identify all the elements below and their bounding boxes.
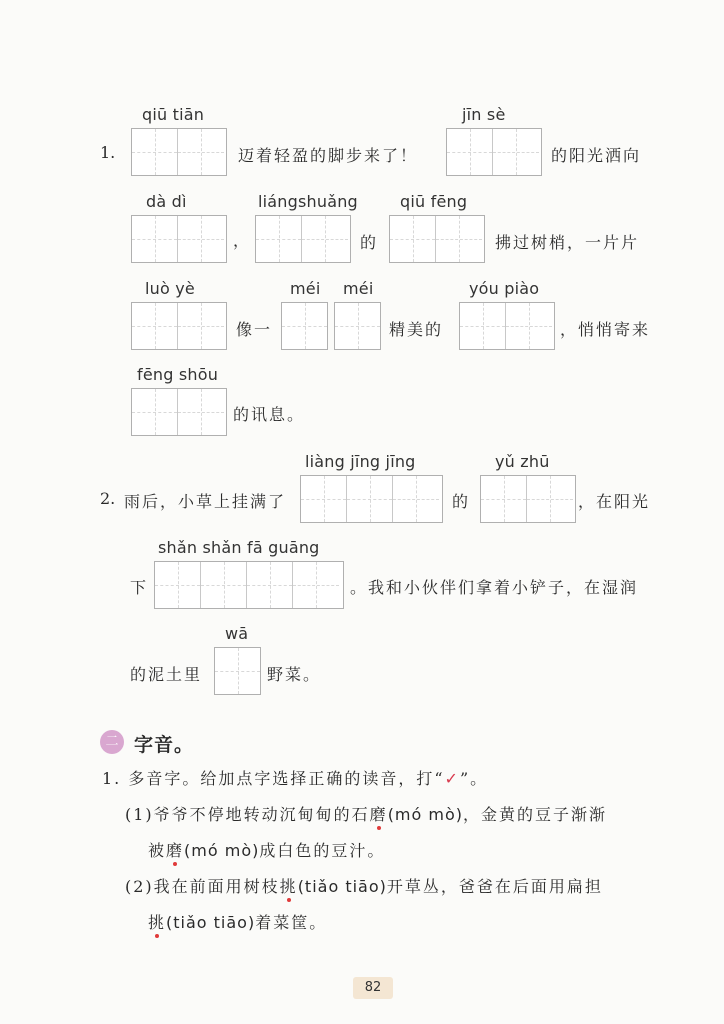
answer-grid-mei-1[interactable]: [281, 302, 328, 350]
answer-grid-shanshanfaguang[interactable]: [154, 561, 344, 609]
dotted-character: 挑: [279, 877, 298, 896]
sentence-text: 。我和小伙伴们拿着小铲子，在湿润: [350, 578, 639, 597]
dotted-character: 磨: [166, 841, 185, 860]
answer-grid-liangjingjing[interactable]: [300, 475, 443, 523]
answer-cell[interactable]: [132, 303, 178, 349]
answer-grid-mei-2[interactable]: [334, 302, 381, 350]
answer-cell[interactable]: [155, 562, 201, 608]
dotted-character: 挑: [148, 913, 167, 932]
pronunciation-options[interactable]: (tiǎo tiāo): [297, 877, 387, 896]
sentence-text: 的讯息。: [233, 405, 306, 424]
answer-cell[interactable]: [393, 476, 439, 522]
answer-cell[interactable]: [256, 216, 302, 262]
section-number-badge: 二: [100, 730, 124, 754]
answer-grid-jinse[interactable]: [446, 128, 542, 176]
sentence-text: 的: [452, 492, 471, 511]
answer-grid-qiutian[interactable]: [131, 128, 227, 176]
answer-cell[interactable]: [301, 476, 347, 522]
pinyin-luoye: luò yè: [145, 279, 195, 298]
sentence-text: 迈着轻盈的脚步来了！: [238, 146, 419, 165]
pinyin-jinse: jīn sè: [462, 105, 506, 124]
pronunciation-options[interactable]: (tiǎo tiāo): [166, 913, 256, 932]
sentence-text: 的阳光洒向: [551, 146, 642, 165]
polyphone-item-2-line-1: (2)我在前面用树枝挑(tiǎo tiāo)开草丛，爸爸在后面用扁担: [125, 877, 603, 896]
instruction: 1. 多音字。给加点字选择正确的读音，打“✓”。: [102, 769, 489, 788]
dotted-character: 磨: [369, 805, 388, 824]
sentence-text: 拂过树梢，一片片: [495, 233, 640, 252]
sentence-text: ，悄悄寄来: [560, 320, 651, 339]
answer-cell[interactable]: [247, 562, 293, 608]
pinyin-youpiao: yóu piào: [469, 279, 540, 298]
answer-cell[interactable]: [481, 476, 527, 522]
answer-cell[interactable]: [302, 216, 348, 262]
pinyin-fengshou: fēng shōu: [137, 365, 219, 384]
pinyin-mei-1: méi: [290, 279, 321, 298]
section-title: 字音。: [134, 734, 195, 756]
pinyin-dadi: dà dì: [146, 192, 187, 211]
pinyin-qiufeng: qiū fēng: [400, 192, 468, 211]
answer-cell[interactable]: [436, 216, 482, 262]
polyphone-item-1-line-2: 被磨(mó mò)成白色的豆汁。: [148, 841, 386, 860]
pronunciation-options[interactable]: (mó mò): [387, 805, 464, 824]
question-number-2: 2.: [100, 489, 116, 508]
answer-grid-liangshuang[interactable]: [255, 215, 351, 263]
answer-cell[interactable]: [335, 303, 380, 349]
pinyin-liangjingjing: liàng jīng jīng: [305, 452, 416, 471]
check-mark-icon: ✓: [444, 769, 460, 788]
answer-cell[interactable]: [132, 129, 178, 175]
answer-cell[interactable]: [132, 216, 178, 262]
answer-cell[interactable]: [178, 129, 224, 175]
sentence-text: 雨后，小草上挂满了: [124, 492, 287, 511]
answer-grid-luoye[interactable]: [131, 302, 227, 350]
sentence-text: 下: [130, 578, 149, 597]
polyphone-item-1-line-1: (1)爷爷不停地转动沉甸甸的石磨(mó mò)，金黄的豆子渐渐: [125, 805, 608, 824]
page-number: 82: [353, 977, 393, 999]
sentence-text: ，在阳光: [578, 492, 651, 511]
answer-cell[interactable]: [460, 303, 506, 349]
pinyin-mei-2: méi: [343, 279, 374, 298]
answer-cell[interactable]: [493, 129, 539, 175]
answer-cell[interactable]: [178, 303, 224, 349]
polyphone-item-2-line-2: 挑(tiǎo tiāo)着菜筐。: [148, 913, 328, 932]
answer-cell[interactable]: [390, 216, 436, 262]
answer-grid-yuzhu[interactable]: [480, 475, 576, 523]
answer-cell[interactable]: [132, 389, 178, 435]
pinyin-yuzhu: yǔ zhū: [495, 452, 550, 471]
answer-cell[interactable]: [178, 216, 224, 262]
answer-grid-dadi[interactable]: [131, 215, 227, 263]
question-number-1: 1.: [100, 143, 116, 162]
answer-cell[interactable]: [178, 389, 224, 435]
answer-cell[interactable]: [506, 303, 552, 349]
pinyin-liangshuang: liángshuǎng: [258, 192, 358, 211]
sentence-text: 的: [360, 233, 379, 252]
answer-grid-fengshou[interactable]: [131, 388, 227, 436]
sentence-text: 野菜。: [267, 665, 322, 684]
pinyin-wa: wā: [225, 624, 249, 643]
answer-grid-wa[interactable]: [214, 647, 261, 695]
answer-cell[interactable]: [215, 648, 260, 694]
answer-cell[interactable]: [293, 562, 339, 608]
answer-cell[interactable]: [527, 476, 573, 522]
answer-grid-youpiao[interactable]: [459, 302, 555, 350]
sentence-text: 精美的: [389, 320, 444, 339]
answer-cell[interactable]: [201, 562, 247, 608]
answer-cell[interactable]: [447, 129, 493, 175]
answer-cell[interactable]: [282, 303, 327, 349]
comma: ，: [233, 231, 252, 250]
pinyin-shanshanfaguang: shǎn shǎn fā guāng: [158, 538, 320, 557]
pronunciation-options[interactable]: (mó mò): [184, 841, 260, 860]
answer-cell[interactable]: [347, 476, 393, 522]
answer-grid-qiufeng[interactable]: [389, 215, 485, 263]
pinyin-qiutian: qiū tiān: [142, 105, 205, 124]
sentence-text: 的泥土里: [130, 665, 203, 684]
sentence-text: 像一: [236, 320, 273, 339]
